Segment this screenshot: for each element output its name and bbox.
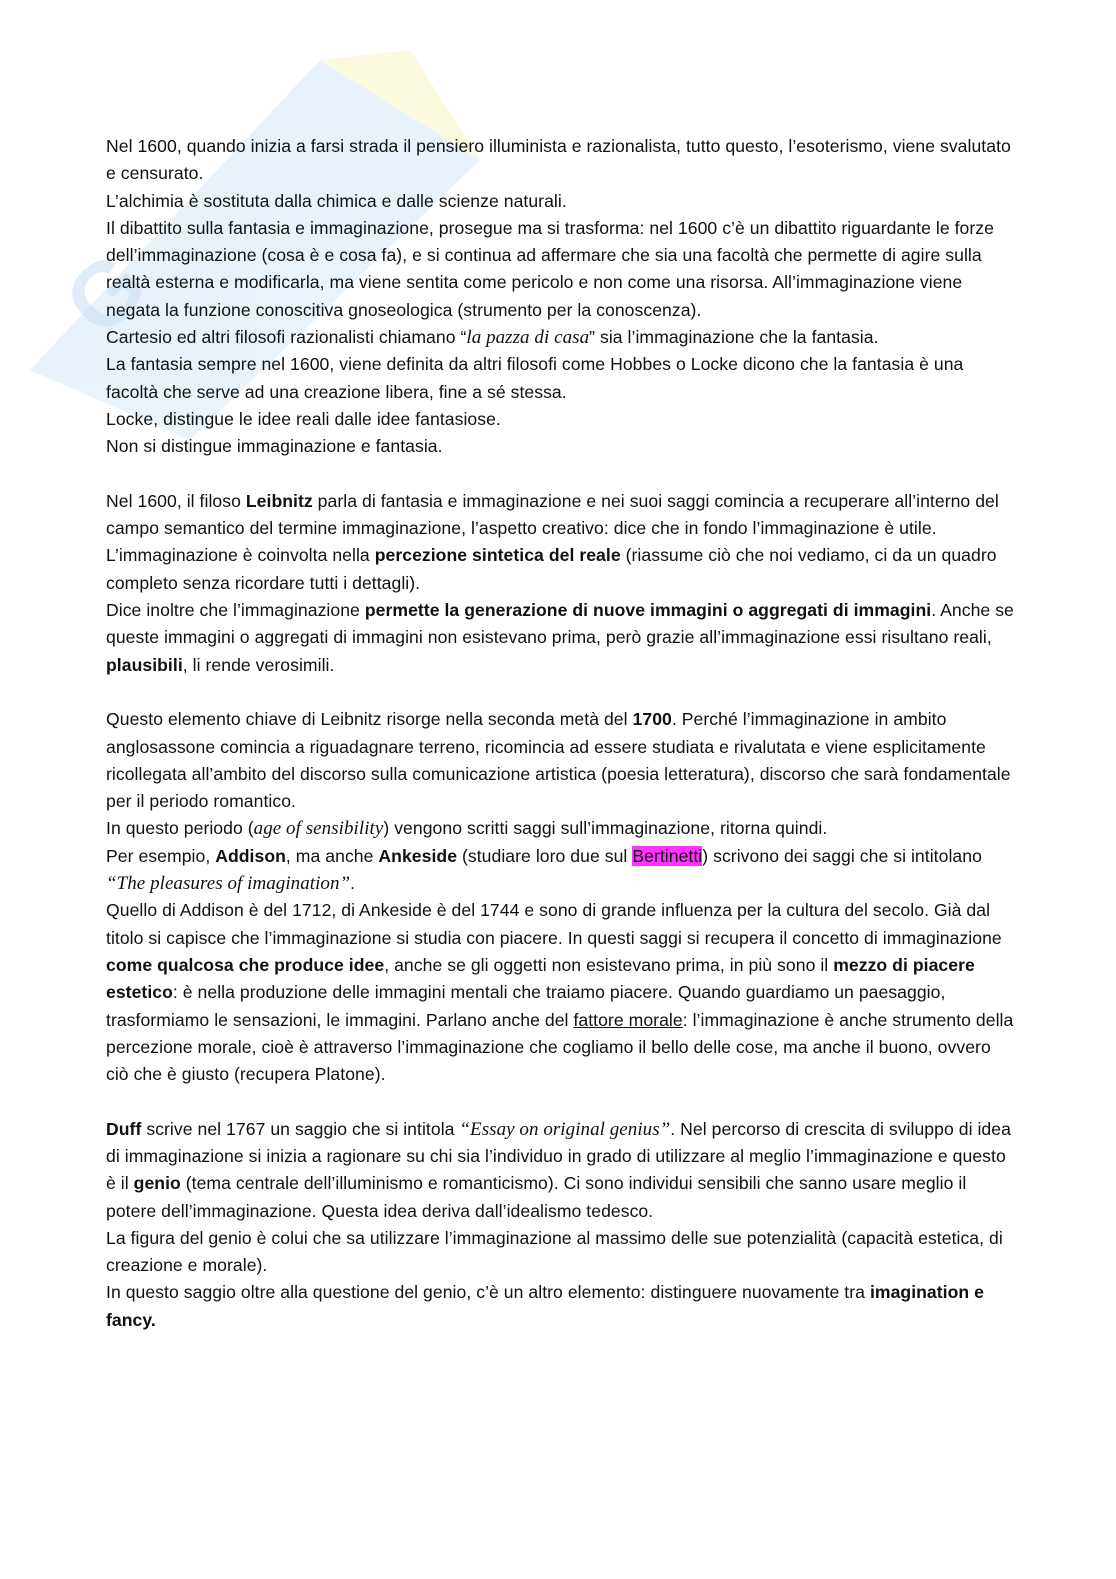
highlighted-term: Bertinetti bbox=[632, 845, 703, 866]
text-paragraph bbox=[106, 843, 1016, 898]
text-paragraph bbox=[106, 1279, 1016, 1334]
text-run: In questo saggio oltre alla questione del genio, c’è un altro elemento: distinguere nuovamente tra bbox=[106, 1282, 870, 1303]
bold-term: mezzo di piacere estetico bbox=[106, 954, 975, 1003]
paragraph-gap bbox=[106, 679, 1016, 706]
text-run: parla di fantasia e immaginazione e nei suoi saggi comincia a recuperare all’interno del campo semantico del termine immaginazione, l’aspetto creativo: dice che in fondo l’immaginazione è utile. L’immaginazione è coinvolta nella bbox=[106, 490, 999, 566]
text-line bbox=[106, 324, 1016, 351]
text-run: . Nel percorso di crescita di sviluppo di idea di immaginazione si inizia a ragionare su chi sia l’individuo in grado di utilizzare al meglio l’immaginazione e questo è il bbox=[106, 1118, 1011, 1194]
text-run: ) vengono scritti saggi sull’immaginazione, ritorna quindi. bbox=[383, 818, 828, 839]
text-line: Nel 1600, quando inizia a farsi strada il pensiero illuminista e razionalista, tutto questo, l’esoterismo, viene svalutato e censurato. bbox=[106, 136, 1011, 184]
text-run: . bbox=[350, 873, 356, 894]
text-run: Per esempio, bbox=[106, 845, 216, 866]
text-line: Locke, distingue le idee reali dalle idee fantasiose. bbox=[106, 408, 501, 429]
text-run: : l’immaginazione è anche strumento della percezione morale, cioè è attraverso l’immaginazione che cogliamo il bello delle cose, ma anche il buono, ovvero ciò che è giusto (recupera Platone). bbox=[106, 1009, 1014, 1085]
bold-term: Addison bbox=[215, 845, 286, 866]
paragraph-gap bbox=[106, 461, 1016, 488]
bold-term: percezione sintetica del reale bbox=[374, 545, 621, 566]
text-run: Dice inoltre che l’immaginazione bbox=[106, 600, 365, 621]
text-run: , li rende verosimili. bbox=[182, 654, 335, 675]
text-run: (riassume ciò che noi vediamo, ci da un quadro completo senza ricordare tutti i dettagli). bbox=[106, 545, 997, 593]
text-run: Nel 1600, il filoso bbox=[106, 490, 246, 511]
bold-term: plausibili bbox=[106, 654, 183, 675]
text-paragraph bbox=[106, 597, 1016, 679]
bold-term: Duff bbox=[106, 1118, 142, 1139]
italic-title: “Essay on original genius” bbox=[459, 1118, 671, 1140]
bold-term: come qualcosa che produce idee bbox=[106, 954, 385, 975]
text-line: Non si distingue immaginazione e fantasia. bbox=[106, 436, 443, 457]
text-run: (tema centrale dell’illuminismo e romanticismo). Ci sono individui sensibili che sanno usare meglio il potere dell’immaginazione. Questa idea deriva dall’idealismo tedesco. bbox=[106, 1173, 967, 1221]
text-line: La fantasia sempre nel 1600, viene definita da altri filosofi come Hobbes o Locke dicono che la fantasia è una facoltà che serve ad una creazione libera, fine a sé stessa. bbox=[106, 354, 964, 402]
italic-title: “The pleasures of imagination” bbox=[106, 873, 351, 895]
text-paragraph bbox=[106, 488, 1016, 597]
text-line: L’alchimia è sostituta dalla chimica e dalle scienze naturali. bbox=[106, 190, 567, 211]
text-run: Quello di Addison è del 1712, di Ankeside è del 1744 e sono di grande influenza per la cultura del secolo. Già dal titolo si capisce che l’immaginazione si studia con piacere. In questi saggi si recupera il concetto di immaginazione bbox=[106, 900, 1002, 948]
text-paragraph bbox=[106, 1116, 1016, 1225]
text-run: Cartesio ed altri filosofi razionalisti chiamano “ bbox=[106, 327, 467, 348]
paragraph-gap bbox=[106, 1088, 1016, 1115]
italic-term: age of sensibility bbox=[253, 818, 384, 840]
text-run: ) scrivono dei saggi che si intitolano bbox=[702, 845, 982, 866]
text-line: Il dibattito sulla fantasia e immaginazione, prosegue ma si trasforma: nel 1600 c’è un dibattito riguardante le forze dell’immaginazione (cosa è e cosa fa), e si continua ad affermare che sia una facoltà che permette di agire sulla realtà esterna e modificarla, ma viene sentita come pericolo e non come una risorsa. All’immaginazione viene negata la funzione conoscitiva gnoseologica (strumento per la conoscenza). bbox=[106, 217, 994, 320]
text-run: : è nella produzione delle immagini mentali che traiamo piacere. Quando guardiamo un paesaggio, trasformiamo le sensazioni, le immagini. Parlano anche del bbox=[106, 982, 946, 1030]
bold-term: Leibnitz bbox=[245, 490, 313, 511]
watermark-text: G bbox=[46, 233, 166, 355]
text-run: . Perché l’immaginazione in ambito anglosassone comincia a riguadagnare terreno, ricomincia ad essere studiata e rivalutata e viene esplicitamente ricollegata all’ambito del discorso sulla comunicazione artistica (poesia letteratura), discorso che sarà fondamentale per il periodo romantico. bbox=[106, 709, 1011, 812]
bold-term: genio bbox=[133, 1173, 181, 1194]
text-run: (studiare loro due sul bbox=[457, 845, 633, 866]
text-paragraph: La figura del genio è colui che sa utilizzare l’immaginazione al massimo delle sue potenzialità (capacità estetica, di creazione e morale). bbox=[106, 1227, 1003, 1276]
document-body bbox=[106, 133, 1016, 1334]
text-paragraph bbox=[106, 897, 1016, 1088]
italic-quote: la pazza di casa bbox=[466, 327, 590, 349]
bold-term: 1700 bbox=[632, 709, 672, 730]
text-run: Questo elemento chiave di Leibnitz risorge nella seconda metà del bbox=[106, 709, 633, 730]
text-run: , ma anche bbox=[285, 845, 379, 866]
text-run: scrive nel 1767 un saggio che si intitola bbox=[141, 1118, 460, 1139]
text-paragraph bbox=[106, 706, 1016, 815]
text-paragraph bbox=[106, 815, 1016, 842]
underlined-term: fattore morale bbox=[573, 1009, 683, 1030]
text-run: , anche se gli oggetti non esistevano prima, in più sono il bbox=[384, 954, 834, 975]
text-run: In questo periodo ( bbox=[106, 818, 254, 839]
text-run: . Anche se queste immagini o aggregati di immagini non esistevano prima, però grazie all’immaginazione essi risultano reali, bbox=[106, 600, 1014, 648]
text-run: ” sia l’immaginazione che la fantasia. bbox=[589, 327, 879, 348]
bold-term: imagination e fancy. bbox=[106, 1282, 984, 1330]
bold-term: permette la generazione di nuove immagini o aggregati di immagini bbox=[364, 600, 932, 621]
bold-term: Ankeside bbox=[378, 845, 458, 866]
